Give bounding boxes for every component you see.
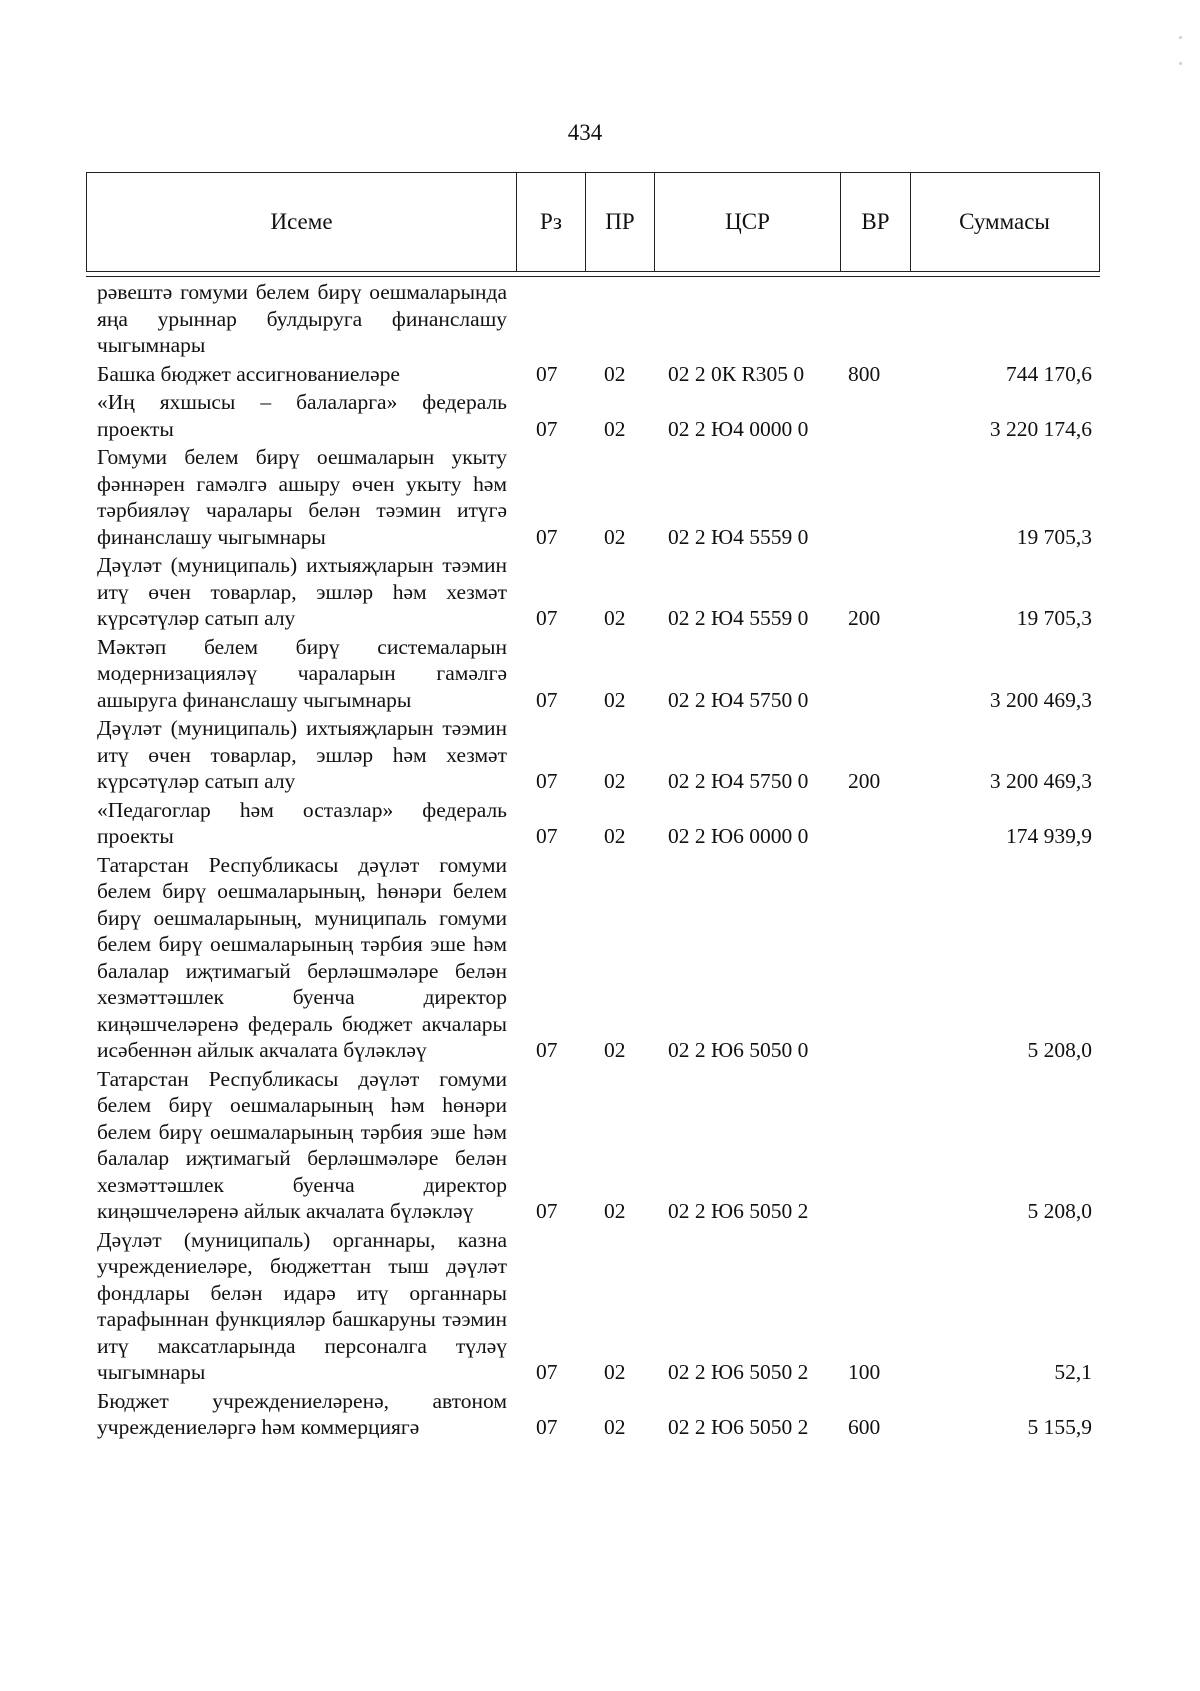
row-vr: 600 — [848, 1415, 881, 1439]
row-name: «Иң яхшысы – балаларга» федераль проекты — [97, 390, 507, 441]
row-vr: 200 — [848, 606, 881, 630]
row-pr: 02 — [604, 824, 626, 848]
row-csr: 02 2 Ю4 5559 0 — [668, 606, 809, 630]
row-csr: 02 2 Ю6 0000 0 — [668, 824, 809, 848]
row-vr: 200 — [848, 769, 881, 793]
table-row — [0, 1226, 1200, 1387]
table-header — [86, 172, 1100, 272]
row-rz: 07 — [536, 606, 558, 630]
table-row — [0, 1387, 1200, 1442]
row-vr: 800 — [848, 361, 881, 386]
row-pr: 02 — [604, 524, 626, 549]
column-header-pr: ПР — [585, 173, 654, 271]
row-csr: 02 2 Ю4 0000 0 — [668, 416, 809, 441]
row-name: Дәүләт (муниципаль) органнары, казна учреждениеләре, бюджеттан тыш дәүләт фондлары белән идарә итү органнары тарафыннан функцияләр башкаруны тәэмин итү максатларында персоналга түләү чыгымнары — [97, 1227, 507, 1384]
row-csr: 02 2 Ю4 5750 0 — [668, 687, 809, 712]
column-header-sum: Суммасы — [910, 173, 1098, 271]
row-name: «Педагоглар һәм остазлар» федераль проекты — [97, 797, 507, 848]
table-row — [0, 360, 1200, 389]
column-header-rz: Рз — [516, 173, 585, 271]
row-sum: 5 155,9 — [1027, 1415, 1092, 1439]
row-csr: 02 2 Ю6 5050 2 — [668, 1199, 809, 1223]
row-name: Бюджет учреждениеләренә, автоном учреждениеләргә һәм коммерциягә — [97, 1388, 507, 1439]
row-csr: 02 2 Ю6 5050 2 — [668, 1415, 809, 1439]
row-rz: 07 — [536, 524, 558, 549]
column-header-name: Исеме — [270, 209, 333, 234]
row-rz: 07 — [536, 824, 558, 848]
row-sum: 3 200 469,3 — [989, 687, 1092, 712]
row-csr: 02 2 Ю4 5559 0 — [668, 524, 809, 549]
row-name: Мәктәп белем бирү системаларын модернизацияләү чараларын гамәлгә ашыруга финанслашу чыгымнары — [97, 634, 507, 712]
row-name: Башка бюджет ассигнованиеләре — [97, 361, 400, 386]
row-name: Татарстан Республикасы дәүләт гомуми белем бирү оешмаларының һәм һөнәри белем бирү оешмаларының тәрбия эше һәм балалар иҗтимагый берләшмәләре белән хезмәттәшлек буенча директор киңәшчеләренә айлык акчалата бүләкләү — [97, 1066, 507, 1223]
row-csr: 02 2 Ю4 5750 0 — [668, 769, 809, 793]
row-sum: 52,1 — [1054, 1360, 1092, 1384]
row-rz: 07 — [536, 1199, 558, 1223]
table-row — [0, 278, 1200, 360]
table-row — [0, 1065, 1200, 1226]
table-body — [0, 278, 1200, 1442]
row-pr: 02 — [604, 1038, 626, 1062]
row-pr: 02 — [604, 1415, 626, 1439]
row-pr: 02 — [604, 1360, 626, 1384]
row-csr: 02 2 Ю6 5050 0 — [668, 1038, 809, 1062]
row-pr: 02 — [604, 606, 626, 630]
table-row — [0, 551, 1200, 633]
row-pr: 02 — [604, 1199, 626, 1223]
row-rz: 07 — [536, 769, 558, 793]
row-sum: 3 200 469,3 — [989, 769, 1092, 793]
row-name: рәвештә гомуми белем бирү оешмаларында яңа урыннар булдыруга финанслашу чыгымнары — [97, 280, 507, 357]
column-header-vr: ВР — [840, 173, 910, 271]
row-sum: 5 208,0 — [1027, 1038, 1092, 1062]
row-csr: 02 2 Ю6 5050 2 — [668, 1360, 809, 1384]
row-rz: 07 — [536, 687, 558, 712]
row-rz: 07 — [536, 361, 558, 386]
table-row — [0, 796, 1200, 851]
row-rz: 07 — [536, 416, 558, 441]
row-sum: 19 705,3 — [1016, 606, 1092, 630]
row-csr: 02 2 0К R305 0 — [668, 361, 805, 386]
row-vr: 100 — [848, 1360, 881, 1384]
table-row — [0, 851, 1200, 1065]
row-name: Дәүләт (муниципаль) ихтыяҗларын тәэмин итү өчен товарлар, эшләр һәм хезмәт күрсәтүләр сатып алу — [97, 553, 507, 630]
row-pr: 02 — [604, 769, 626, 793]
row-pr: 02 — [604, 416, 626, 441]
row-name: Дәүләт (муниципаль) ихтыяҗларын тәэмин итү өчен товарлар, эшләр һәм хезмәт күрсәтүләр сатып алу — [97, 716, 507, 793]
row-sum: 19 705,3 — [1016, 524, 1092, 549]
table-row — [0, 633, 1200, 715]
table-row — [0, 443, 1200, 551]
margin-speck — [1179, 62, 1182, 65]
row-name: Татарстан Республикасы дәүләт гомуми белем бирү оешмаларының, һөнәри белем бирү оешмаларының, муниципаль гомуми белем бирү оешмаларының тәрбия эше һәм балалар иҗтимагый берләшмәләре белән хезмәттәшлек буенча директор киңәшчеләренә федераль бюджет акчалары исәбеннән айлык акчалата бүләкләү — [97, 852, 507, 1062]
table-row — [0, 388, 1200, 443]
row-pr: 02 — [604, 361, 626, 386]
header-divider — [86, 276, 1100, 277]
column-header-csr: ЦСР — [654, 173, 840, 271]
row-sum: 744 170,6 — [1006, 361, 1092, 386]
row-rz: 07 — [536, 1038, 558, 1062]
row-rz: 07 — [536, 1415, 558, 1439]
row-sum: 3 220 174,6 — [989, 416, 1092, 441]
page-number: 434 — [567, 120, 603, 145]
row-rz: 07 — [536, 1360, 558, 1384]
row-sum: 5 208,0 — [1027, 1199, 1092, 1223]
row-sum: 174 939,9 — [1006, 824, 1092, 848]
table-row — [0, 714, 1200, 796]
row-pr: 02 — [604, 687, 626, 712]
row-name: Гомуми белем бирү оешмаларын укыту фәннәрен гамәлгә ашыру өчен укыту һәм тәрбияләү чаралары белән тәэмин итүгә финанслашу чыгымнары — [97, 445, 507, 549]
margin-speck — [1179, 36, 1182, 39]
